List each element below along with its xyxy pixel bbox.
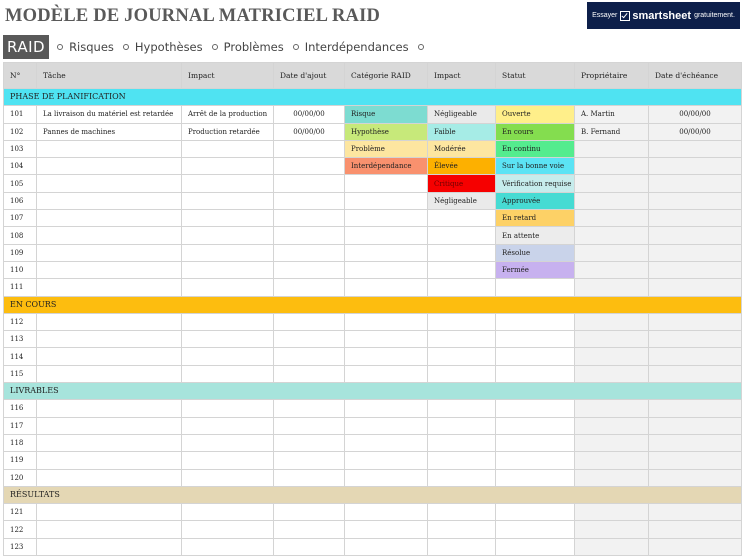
col-header-number: N° xyxy=(4,63,37,89)
cell-impact[interactable] xyxy=(182,417,274,434)
bullet-icon xyxy=(418,44,424,50)
cell-task[interactable] xyxy=(37,158,182,175)
cell-impact-level[interactable] xyxy=(428,279,496,296)
cell-impact-level[interactable]: Négligeable xyxy=(428,106,496,123)
section-label: LIVRABLES xyxy=(4,383,742,400)
cell-raid-category[interactable] xyxy=(345,452,428,469)
cell-date-added[interactable] xyxy=(274,538,345,555)
col-header-raid-category: Catégorie RAID xyxy=(345,63,428,89)
cell-impact-level[interactable] xyxy=(428,400,496,417)
cell-raid-category[interactable] xyxy=(345,331,428,348)
cell-impact-level[interactable] xyxy=(428,313,496,330)
cell-impact[interactable]: Arrêt de la production xyxy=(182,106,274,123)
table-row xyxy=(4,261,742,278)
cell-date-added[interactable] xyxy=(274,175,345,192)
cell-raid-category[interactable]: Hypothèse xyxy=(345,123,428,140)
cell-raid-category[interactable] xyxy=(345,175,428,192)
table-row xyxy=(4,244,742,261)
cell-number[interactable]: 113 xyxy=(4,331,37,348)
cell-impact-level[interactable] xyxy=(428,261,496,278)
cell-date-added[interactable] xyxy=(274,192,345,209)
cell-impact[interactable] xyxy=(182,521,274,538)
cell-status[interactable]: Sur la bonne voie xyxy=(496,158,575,175)
cell-impact[interactable] xyxy=(182,192,274,209)
cell-due-date[interactable] xyxy=(649,313,742,330)
cell-owner[interactable] xyxy=(575,434,649,451)
cell-due-date[interactable] xyxy=(649,469,742,486)
cell-task[interactable] xyxy=(37,348,182,365)
cell-date-added[interactable] xyxy=(274,452,345,469)
cell-owner[interactable] xyxy=(575,313,649,330)
table-row xyxy=(4,469,742,486)
col-header-owner: Propriétaire xyxy=(575,63,649,89)
cell-due-date[interactable] xyxy=(649,261,742,278)
cell-impact[interactable] xyxy=(182,434,274,451)
cell-status[interactable]: En attente xyxy=(496,227,575,244)
cell-task[interactable] xyxy=(37,417,182,434)
cell-status[interactable]: Fermée xyxy=(496,261,575,278)
cell-impact[interactable]: Production retardée xyxy=(182,123,274,140)
cell-owner[interactable] xyxy=(575,521,649,538)
cell-number[interactable]: 109 xyxy=(4,244,37,261)
cell-status[interactable]: Vérification requise xyxy=(496,175,575,192)
cell-due-date[interactable] xyxy=(649,452,742,469)
cell-impact-level[interactable] xyxy=(428,521,496,538)
section-label: EN COURS xyxy=(4,296,742,313)
cell-owner[interactable] xyxy=(575,244,649,261)
cell-raid-category[interactable]: Risque xyxy=(345,106,428,123)
cell-raid-category[interactable] xyxy=(345,504,428,521)
cell-number[interactable]: 103 xyxy=(4,140,37,157)
cell-impact-level[interactable]: Modérée xyxy=(428,140,496,157)
cell-date-added[interactable] xyxy=(274,261,345,278)
cell-impact[interactable] xyxy=(182,279,274,296)
cell-status[interactable]: Ouverte xyxy=(496,106,575,123)
cell-owner[interactable] xyxy=(575,452,649,469)
cell-raid-category[interactable]: Problème xyxy=(345,140,428,157)
raid-nav xyxy=(3,35,430,59)
cell-impact[interactable] xyxy=(182,400,274,417)
cell-number[interactable]: 106 xyxy=(4,192,37,209)
table-row xyxy=(4,331,742,348)
cell-task[interactable] xyxy=(37,279,182,296)
cell-owner[interactable] xyxy=(575,348,649,365)
table-row xyxy=(4,106,742,123)
col-header-due-date: Date d'échéance xyxy=(649,63,742,89)
cell-raid-category[interactable] xyxy=(345,348,428,365)
cell-date-added[interactable] xyxy=(274,348,345,365)
cell-owner[interactable]: A. Martin xyxy=(575,106,649,123)
cell-due-date[interactable] xyxy=(649,192,742,209)
cell-raid-category[interactable] xyxy=(345,313,428,330)
cell-task[interactable] xyxy=(37,192,182,209)
bullet-icon xyxy=(123,44,129,50)
cell-status[interactable] xyxy=(496,417,575,434)
cell-raid-category[interactable] xyxy=(345,261,428,278)
cell-date-added[interactable] xyxy=(274,331,345,348)
cell-due-date[interactable] xyxy=(649,538,742,555)
promo-post-text: gratuitement. xyxy=(694,12,735,19)
cell-date-added[interactable] xyxy=(274,210,345,227)
cell-due-date[interactable] xyxy=(649,365,742,382)
cell-due-date[interactable] xyxy=(649,140,742,157)
cell-number[interactable]: 116 xyxy=(4,400,37,417)
cell-status[interactable]: En retard xyxy=(496,210,575,227)
col-header-impact: Impact xyxy=(182,63,274,89)
cell-task[interactable] xyxy=(37,504,182,521)
cell-owner[interactable] xyxy=(575,538,649,555)
cell-status[interactable] xyxy=(496,331,575,348)
cell-impact[interactable] xyxy=(182,348,274,365)
cell-impact-level[interactable] xyxy=(428,244,496,261)
cell-due-date[interactable] xyxy=(649,348,742,365)
cell-impact-level[interactable]: Faible xyxy=(428,123,496,140)
table-row xyxy=(4,313,742,330)
cell-impact[interactable] xyxy=(182,538,274,555)
cell-owner[interactable] xyxy=(575,331,649,348)
cell-date-added[interactable] xyxy=(274,400,345,417)
cell-owner[interactable] xyxy=(575,261,649,278)
cell-status[interactable]: En cours xyxy=(496,123,575,140)
cell-impact-level[interactable] xyxy=(428,331,496,348)
cell-task[interactable] xyxy=(37,313,182,330)
cell-impact[interactable] xyxy=(182,227,274,244)
table-row xyxy=(4,210,742,227)
cell-task[interactable] xyxy=(37,210,182,227)
cell-impact-level[interactable] xyxy=(428,469,496,486)
cell-owner[interactable] xyxy=(575,279,649,296)
cell-task[interactable] xyxy=(37,365,182,382)
smartsheet-promo-button[interactable] xyxy=(587,2,740,29)
tab-hypotheses[interactable]: Hypothèses xyxy=(134,40,203,54)
cell-number[interactable]: 104 xyxy=(4,158,37,175)
cell-status[interactable]: Résolue xyxy=(496,244,575,261)
cell-impact[interactable] xyxy=(182,452,274,469)
cell-number[interactable]: 107 xyxy=(4,210,37,227)
cell-task[interactable] xyxy=(37,244,182,261)
cell-number[interactable]: 115 xyxy=(4,365,37,382)
cell-task[interactable] xyxy=(37,227,182,244)
cell-number[interactable]: 120 xyxy=(4,469,37,486)
cell-status[interactable] xyxy=(496,313,575,330)
cell-impact[interactable] xyxy=(182,313,274,330)
cell-task[interactable]: La livraison du matériel est retardée xyxy=(37,106,182,123)
table-row xyxy=(4,417,742,434)
cell-number[interactable]: 102 xyxy=(4,123,37,140)
col-header-date-added: Date d'ajout xyxy=(274,63,345,89)
cell-task[interactable]: Pannes de machines xyxy=(37,123,182,140)
cell-due-date[interactable] xyxy=(649,279,742,296)
cell-impact-level[interactable] xyxy=(428,538,496,555)
cell-task[interactable] xyxy=(37,469,182,486)
cell-raid-category[interactable] xyxy=(345,417,428,434)
cell-impact-level[interactable] xyxy=(428,504,496,521)
cell-due-date[interactable] xyxy=(649,158,742,175)
cell-task[interactable] xyxy=(37,175,182,192)
cell-task[interactable] xyxy=(37,261,182,278)
cell-owner[interactable] xyxy=(575,469,649,486)
table-row xyxy=(4,192,742,209)
cell-number[interactable]: 123 xyxy=(4,538,37,555)
cell-status[interactable] xyxy=(496,538,575,555)
table-header-row xyxy=(4,63,742,89)
cell-date-added[interactable] xyxy=(274,469,345,486)
cell-raid-category[interactable]: Interdépendance xyxy=(345,158,428,175)
cell-impact-level[interactable]: Critique xyxy=(428,175,496,192)
cell-impact[interactable] xyxy=(182,140,274,157)
cell-status[interactable] xyxy=(496,400,575,417)
cell-owner[interactable]: B. Fernand xyxy=(575,123,649,140)
table-row xyxy=(4,400,742,417)
cell-owner[interactable] xyxy=(575,365,649,382)
cell-due-date[interactable] xyxy=(649,210,742,227)
cell-status[interactable] xyxy=(496,434,575,451)
table-row xyxy=(4,365,742,382)
smartsheet-logo-icon xyxy=(620,11,630,21)
col-header-impact-level: Impact xyxy=(428,63,496,89)
cell-impact[interactable] xyxy=(182,210,274,227)
cell-number[interactable]: 114 xyxy=(4,348,37,365)
cell-number[interactable]: 108 xyxy=(4,227,37,244)
cell-impact[interactable] xyxy=(182,469,274,486)
cell-due-date[interactable] xyxy=(649,331,742,348)
cell-due-date[interactable] xyxy=(649,434,742,451)
section-header-row xyxy=(4,486,742,503)
table-row xyxy=(4,123,742,140)
cell-raid-category[interactable] xyxy=(345,365,428,382)
col-header-task: Tâche xyxy=(37,63,182,89)
cell-date-added[interactable] xyxy=(274,279,345,296)
cell-status[interactable] xyxy=(496,521,575,538)
cell-owner[interactable] xyxy=(575,210,649,227)
cell-owner[interactable] xyxy=(575,140,649,157)
cell-owner[interactable] xyxy=(575,192,649,209)
cell-impact-level[interactable] xyxy=(428,365,496,382)
cell-date-added[interactable] xyxy=(274,521,345,538)
cell-number[interactable]: 101 xyxy=(4,106,37,123)
cell-date-added[interactable]: 00/00/00 xyxy=(274,106,345,123)
cell-impact[interactable] xyxy=(182,365,274,382)
cell-impact[interactable] xyxy=(182,331,274,348)
cell-task[interactable] xyxy=(37,538,182,555)
cell-task[interactable] xyxy=(37,400,182,417)
cell-owner[interactable] xyxy=(575,417,649,434)
cell-impact[interactable] xyxy=(182,261,274,278)
table-row xyxy=(4,140,742,157)
cell-due-date[interactable] xyxy=(649,175,742,192)
cell-task[interactable] xyxy=(37,140,182,157)
section-label: RÉSULTATS xyxy=(4,486,742,503)
section-header-row xyxy=(4,296,742,313)
cell-owner[interactable] xyxy=(575,175,649,192)
cell-due-date[interactable]: 00/00/00 xyxy=(649,123,742,140)
cell-status[interactable]: En continu xyxy=(496,140,575,157)
cell-date-added[interactable] xyxy=(274,365,345,382)
cell-impact-level[interactable]: Négligeable xyxy=(428,192,496,209)
cell-impact-level[interactable] xyxy=(428,210,496,227)
promo-brand-text: smartsheet xyxy=(632,9,692,22)
cell-owner[interactable] xyxy=(575,400,649,417)
cell-impact-level[interactable]: Élevée xyxy=(428,158,496,175)
bullet-icon xyxy=(57,44,63,50)
section-header-row xyxy=(4,89,742,106)
cell-number[interactable]: 121 xyxy=(4,504,37,521)
table-row xyxy=(4,504,742,521)
cell-date-added[interactable] xyxy=(274,434,345,451)
promo-pre-text: Essayer xyxy=(592,12,618,19)
table-row xyxy=(4,452,742,469)
cell-number[interactable]: 118 xyxy=(4,434,37,451)
cell-task[interactable] xyxy=(37,331,182,348)
cell-impact-level[interactable] xyxy=(428,452,496,469)
table-row xyxy=(4,521,742,538)
cell-raid-category[interactable] xyxy=(345,279,428,296)
cell-date-added[interactable] xyxy=(274,417,345,434)
bullet-icon xyxy=(293,44,299,50)
table-row xyxy=(4,348,742,365)
cell-status[interactable] xyxy=(496,469,575,486)
cell-impact[interactable] xyxy=(182,175,274,192)
cell-owner[interactable] xyxy=(575,504,649,521)
cell-owner[interactable] xyxy=(575,227,649,244)
cell-due-date[interactable] xyxy=(649,400,742,417)
cell-status[interactable] xyxy=(496,279,575,296)
table-row xyxy=(4,158,742,175)
cell-raid-category[interactable] xyxy=(345,192,428,209)
cell-raid-category[interactable] xyxy=(345,434,428,451)
section-header-row xyxy=(4,383,742,400)
raid-table xyxy=(3,62,742,556)
cell-due-date[interactable]: 00/00/00 xyxy=(649,106,742,123)
cell-due-date[interactable] xyxy=(649,227,742,244)
cell-task[interactable] xyxy=(37,452,182,469)
cell-impact-level[interactable] xyxy=(428,227,496,244)
page-title: MODÈLE DE JOURNAL MATRICIEL RAID xyxy=(5,6,381,26)
table-row xyxy=(4,175,742,192)
cell-number[interactable]: 110 xyxy=(4,261,37,278)
cell-date-added[interactable] xyxy=(274,244,345,261)
cell-raid-category[interactable] xyxy=(345,469,428,486)
table-row xyxy=(4,227,742,244)
cell-owner[interactable] xyxy=(575,158,649,175)
cell-due-date[interactable] xyxy=(649,244,742,261)
section-label: PHASE DE PLANIFICATION xyxy=(4,89,742,106)
cell-status[interactable] xyxy=(496,452,575,469)
cell-raid-category[interactable] xyxy=(345,227,428,244)
cell-date-added[interactable] xyxy=(274,158,345,175)
cell-raid-category[interactable] xyxy=(345,400,428,417)
tab-interdependances[interactable]: Interdépendances xyxy=(304,40,409,54)
cell-number[interactable]: 112 xyxy=(4,313,37,330)
cell-number[interactable]: 122 xyxy=(4,521,37,538)
cell-status[interactable] xyxy=(496,365,575,382)
cell-due-date[interactable] xyxy=(649,417,742,434)
tab-raid[interactable]: RAID xyxy=(3,35,49,59)
cell-date-added[interactable] xyxy=(274,313,345,330)
bullet-icon xyxy=(212,44,218,50)
cell-status[interactable] xyxy=(496,504,575,521)
tab-problemes[interactable]: Problèmes xyxy=(223,40,284,54)
cell-number[interactable]: 111 xyxy=(4,279,37,296)
cell-date-added[interactable] xyxy=(274,140,345,157)
cell-date-added[interactable] xyxy=(274,504,345,521)
cell-raid-category[interactable] xyxy=(345,210,428,227)
cell-status[interactable] xyxy=(496,348,575,365)
cell-number[interactable]: 117 xyxy=(4,417,37,434)
cell-raid-category[interactable] xyxy=(345,244,428,261)
table-row xyxy=(4,434,742,451)
cell-due-date[interactable] xyxy=(649,521,742,538)
cell-impact-level[interactable] xyxy=(428,417,496,434)
cell-due-date[interactable] xyxy=(649,504,742,521)
cell-impact[interactable] xyxy=(182,504,274,521)
cell-task[interactable] xyxy=(37,521,182,538)
cell-raid-category[interactable] xyxy=(345,538,428,555)
cell-status[interactable]: Approuvée xyxy=(496,192,575,209)
table-row xyxy=(4,538,742,555)
cell-impact-level[interactable] xyxy=(428,348,496,365)
cell-impact-level[interactable] xyxy=(428,434,496,451)
cell-task[interactable] xyxy=(37,434,182,451)
cell-number[interactable]: 119 xyxy=(4,452,37,469)
cell-impact[interactable] xyxy=(182,244,274,261)
cell-date-added[interactable] xyxy=(274,227,345,244)
table-row xyxy=(4,279,742,296)
cell-impact[interactable] xyxy=(182,158,274,175)
col-header-status: Statut xyxy=(496,63,575,89)
cell-date-added[interactable]: 00/00/00 xyxy=(274,123,345,140)
tab-risques[interactable]: Risques xyxy=(69,40,114,54)
cell-number[interactable]: 105 xyxy=(4,175,37,192)
cell-raid-category[interactable] xyxy=(345,521,428,538)
